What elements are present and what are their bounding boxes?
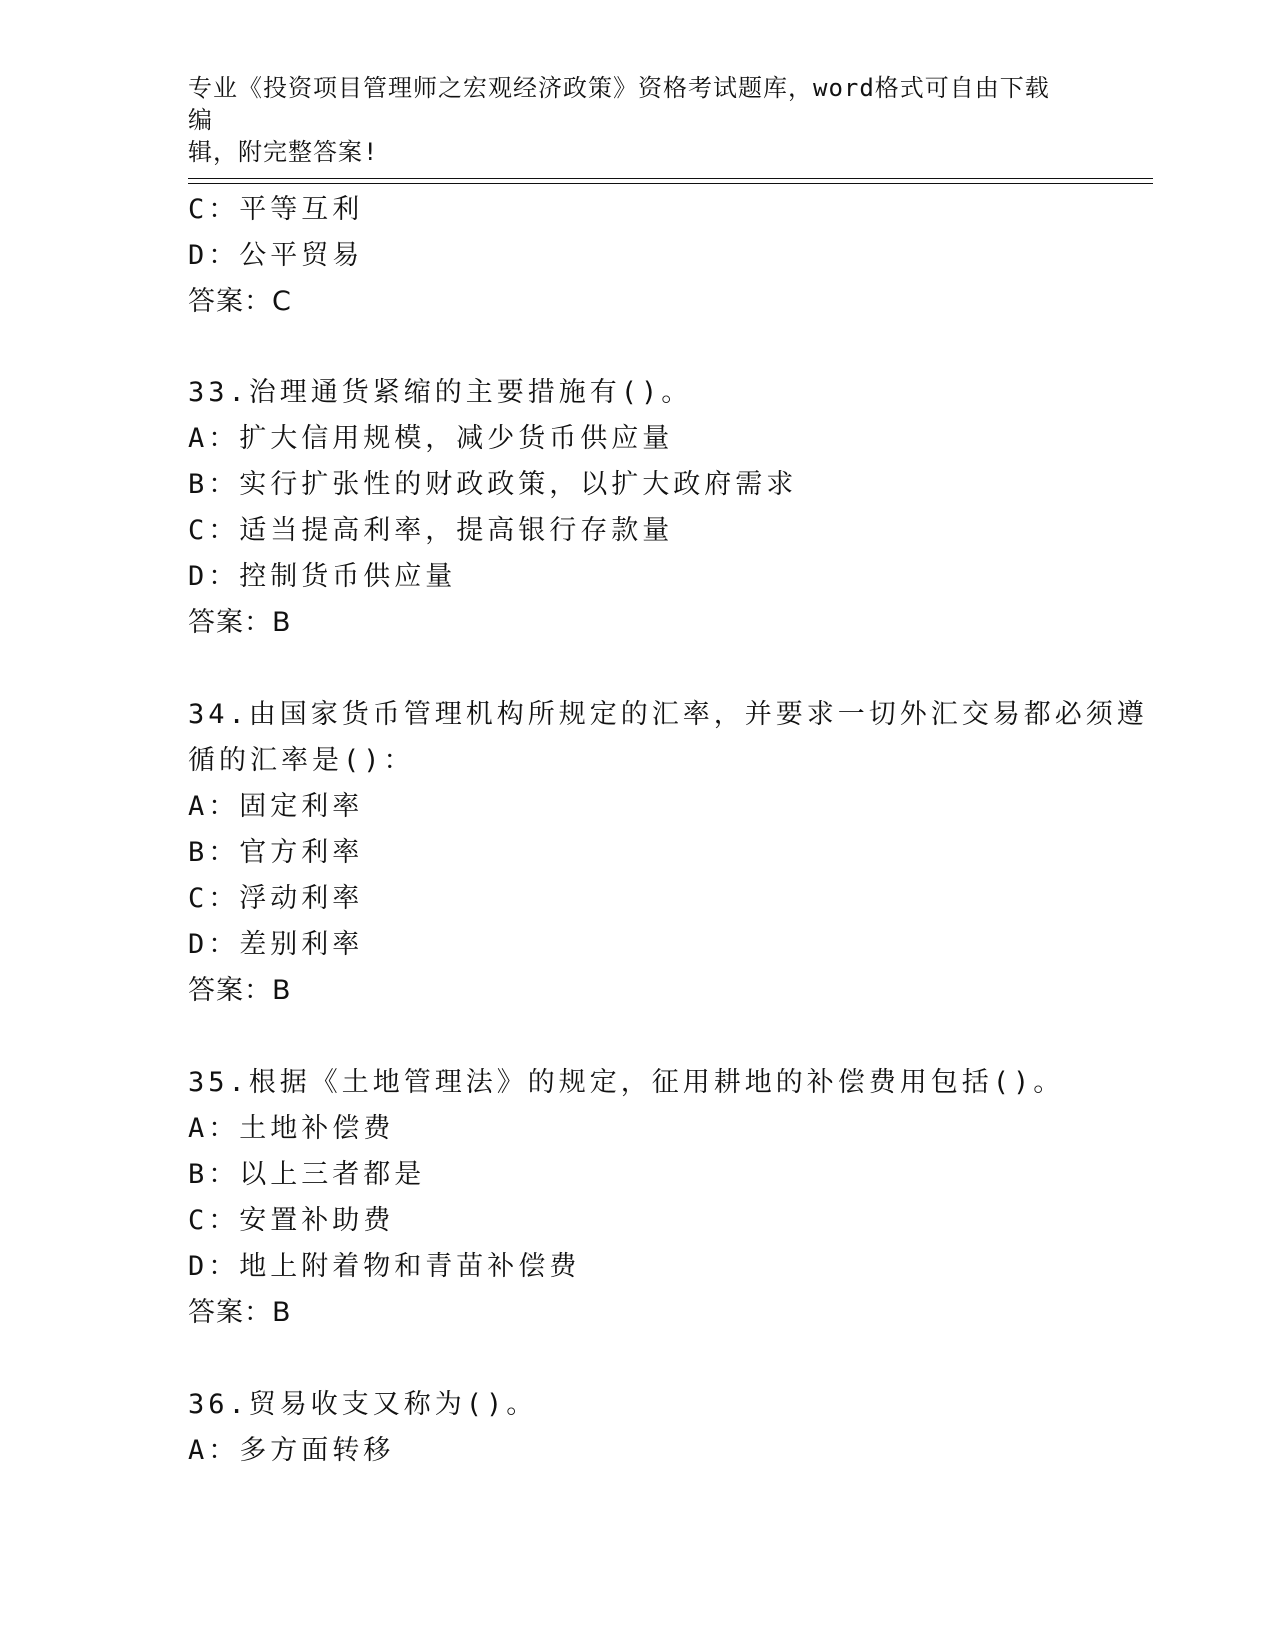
prev-option-d: D：公平贸易 — [188, 240, 364, 271]
q35-option-c: C：安置补助费 — [188, 1205, 395, 1236]
header-divider-top — [188, 178, 1153, 179]
q33-option-b: B：实行扩张性的财政政策，以扩大政府需求 — [188, 469, 798, 500]
q34-option-c: C：浮动利率 — [188, 883, 364, 914]
q36-option-a: A：多方面转移 — [188, 1435, 395, 1466]
prev-answer: 答案：C — [188, 286, 292, 317]
q34-answer: 答案：B — [188, 975, 292, 1006]
document-header — [188, 72, 1068, 168]
header-line-1: 专业《投资项目管理师之宏观经济政策》资格考试题库，word格式可自由下载编 — [188, 74, 1050, 134]
q33-answer: 答案：B — [188, 607, 292, 638]
q35-answer: 答案：B — [188, 1297, 292, 1328]
q35-stem: 35.根据《土地管理法》的规定，征用耕地的补偿费用包括()。 — [188, 1067, 1065, 1098]
q34-option-b: B：官方利率 — [188, 837, 364, 868]
q35-option-d: D：地上附着物和青苗补偿费 — [188, 1251, 581, 1282]
q33-option-c: C：适当提高利率，提高银行存款量 — [188, 515, 674, 546]
q33-option-d: D：控制货币供应量 — [188, 561, 457, 592]
q33-stem: 33.治理通货紧缩的主要措施有()。 — [188, 377, 693, 408]
q34-option-d: D：差别利率 — [188, 929, 364, 960]
header-line-2: 辑，附完整答案! — [188, 138, 379, 166]
q34-stem-line-1: 34.由国家货币管理机构所规定的汇率，并要求一切外汇交易都必须遵 — [188, 699, 1148, 730]
q35-option-a: A：土地补偿费 — [188, 1113, 395, 1144]
q33-option-a: A：扩大信用规模，减少货币供应量 — [188, 423, 674, 454]
prev-option-c: C：平等互利 — [188, 194, 364, 225]
q35-option-b: B：以上三者都是 — [188, 1159, 426, 1190]
q34-stem-line-2: 循的汇率是()： — [188, 745, 415, 776]
header-divider-bottom — [188, 183, 1153, 184]
q36-stem: 36.贸易收支又称为()。 — [188, 1389, 538, 1420]
q34-option-a: A：固定利率 — [188, 791, 364, 822]
